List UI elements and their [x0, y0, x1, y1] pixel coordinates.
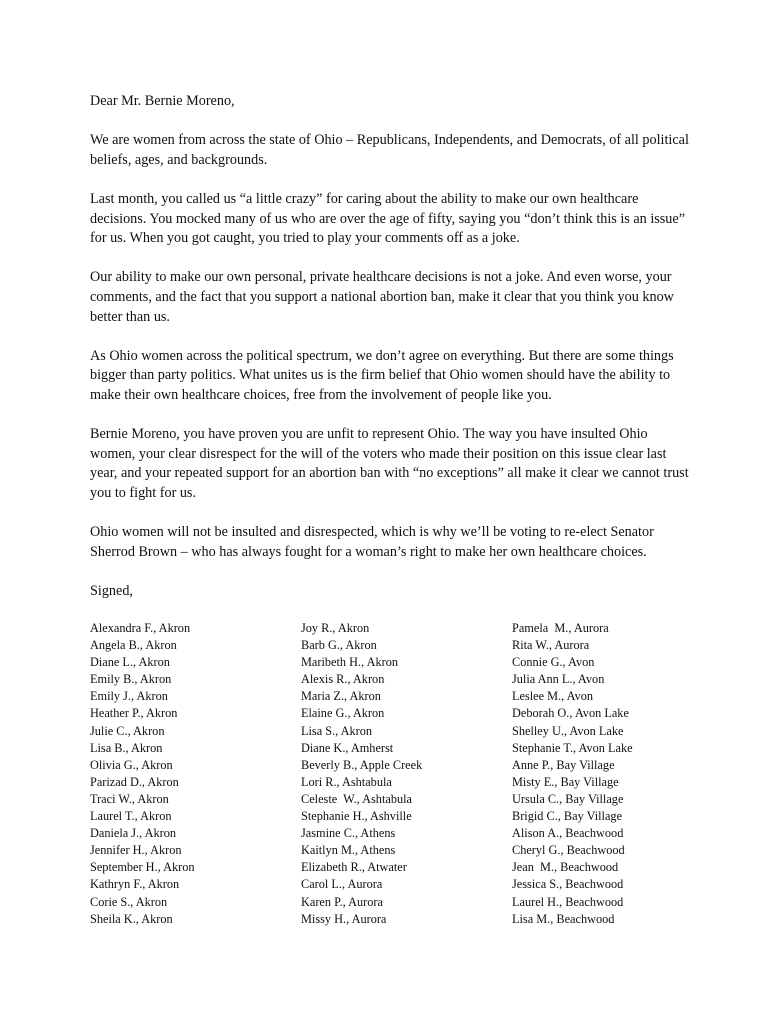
signature-entry: Angela B., Akron — [90, 638, 177, 653]
signature-entry: Deborah O., Avon Lake — [512, 706, 629, 721]
letter-paragraph: We are women from across the state of Ohio – Republicans, Independents, and Democrats, of all political beliefs, ages, and backgrounds. — [90, 132, 689, 168]
signature-column-2 — [301, 620, 512, 928]
signature-entry: Missy H., Aurora — [301, 911, 387, 926]
signature-entry: Diane K., Amherst — [301, 740, 394, 755]
signature-entry: Julia Ann L., Avon — [512, 672, 605, 687]
signature-entry: Parizad D., Akron — [90, 774, 179, 789]
signature-entry: Karen P., Aurora — [301, 894, 383, 909]
signature-entry: Lori R., Ashtabula — [301, 774, 392, 789]
signature-entry: Jean M., Beachwood — [512, 860, 619, 875]
signature-entry: Leslee M., Avon — [512, 689, 594, 704]
signature-entry: Stephanie T., Avon Lake — [512, 740, 633, 755]
signature-entry: Traci W., Akron — [90, 791, 169, 806]
signature-entry: Laurel H., Beachwood — [512, 894, 624, 909]
signature-entry: Cheryl G., Beachwood — [512, 843, 625, 858]
signature-entry: Kathryn F., Akron — [90, 877, 180, 892]
signature-entry: Olivia G., Akron — [90, 757, 173, 772]
signature-entry: Pamela M., Aurora — [512, 621, 609, 635]
signature-entry: Maria Z., Akron — [301, 689, 381, 704]
signature-entry: Stephanie H., Ashville — [301, 809, 412, 824]
signature-column-3 — [512, 620, 712, 928]
letter-paragraph: Last month, you called us “a little crazy” for caring about the ability to make our own healthcare decisions. You mocked many of us who are over the age of fifty, saying you “don’t think this is an issue” for us. When you got caught, you tried to play your comments off as a joke. — [90, 190, 685, 247]
signature-entry: Lisa S., Akron — [301, 723, 373, 738]
signature-entry: September H., Akron — [90, 860, 195, 875]
letter-paragraph: Ohio women will not be insulted and disrespected, which is why we’ll be voting to re-elect Senator Sherrod Brown – who has always fought for a woman’s right to make her own healthcare choices. — [90, 524, 654, 560]
signature-entry: Diane L., Akron — [90, 655, 170, 670]
signature-column-1 — [90, 620, 301, 928]
signature-entry: Lisa B., Akron — [90, 740, 163, 755]
signature-entry: Maribeth H., Akron — [301, 655, 398, 670]
signature-entry: Beverly B., Apple Creek — [301, 757, 423, 772]
signature-entry: Elizabeth R., Atwater — [301, 860, 407, 875]
signature-entry: Jessica S., Beachwood — [512, 877, 624, 892]
signature-entry: Misty E., Bay Village — [512, 774, 619, 789]
signature-entry: Anne P., Bay Village — [512, 757, 615, 772]
signature-entry: Brigid C., Bay Village — [512, 809, 623, 824]
signature-entry: Rita W., Aurora — [512, 638, 590, 653]
signature-entry: Emily B., Akron — [90, 672, 172, 687]
letter-body — [90, 92, 690, 621]
letter-greeting: Dear Mr. Bernie Moreno, — [90, 93, 235, 109]
signature-entry: Carol L., Aurora — [301, 877, 383, 892]
signature-entry: Joy R., Akron — [301, 621, 370, 635]
signature-entry: Jennifer H., Akron — [90, 843, 182, 858]
signature-entry: Shelley U., Avon Lake — [512, 723, 624, 738]
letter-paragraph: As Ohio women across the political spectrum, we don’t agree on everything. But there are some things bigger than party politics. What unites us is the firm belief that Ohio women should have the ability to make their own healthcare choices, free from the involvement of people like you. — [90, 347, 674, 403]
signature-entry: Sheila K., Akron — [90, 911, 173, 926]
signature-entry: Celeste W., Ashtabula — [301, 791, 413, 806]
signature-entry: Kaitlyn M., Athens — [301, 843, 396, 858]
signature-entry: Ursula C., Bay Village — [512, 791, 624, 806]
signature-entry: Julie C., Akron — [90, 723, 165, 738]
letter-paragraph: Our ability to make our own personal, private healthcare decisions is not a joke. And even worse, your comments, and the fact that you support a national abortion ban, make it clear that you think you know better than us. — [90, 269, 674, 325]
signature-entry: Alexandra F., Akron — [90, 621, 191, 635]
signature-entry: Emily J., Akron — [90, 689, 168, 704]
signature-entry: Corie S., Akron — [90, 894, 168, 909]
letter-paragraph: Bernie Moreno, you have proven you are unfit to represent Ohio. The way you have insulted Ohio women, your clear disrespect for the will of the voters who made their position on this issue clear last year, and your repeated support for an abortion ban with “no exceptions” all make it clear we cannot trust you to fight for us. — [90, 426, 689, 501]
signature-entry: Alexis R., Akron — [301, 672, 385, 687]
letter-signoff: Signed, — [90, 582, 133, 599]
signature-entry: Barb G., Akron — [301, 638, 377, 653]
signature-entry: Jasmine C., Athens — [301, 826, 396, 841]
signature-entry: Heather P., Akron — [90, 706, 178, 721]
signature-entry: Connie G., Avon — [512, 655, 595, 670]
signature-entry: Lisa M., Beachwood — [512, 911, 615, 926]
signature-list — [90, 620, 730, 928]
signature-entry: Alison A., Beachwood — [512, 826, 624, 841]
signature-entry: Laurel T., Akron — [90, 809, 172, 824]
signature-entry: Daniela J., Akron — [90, 826, 177, 841]
signature-entry: Elaine G., Akron — [301, 706, 385, 721]
